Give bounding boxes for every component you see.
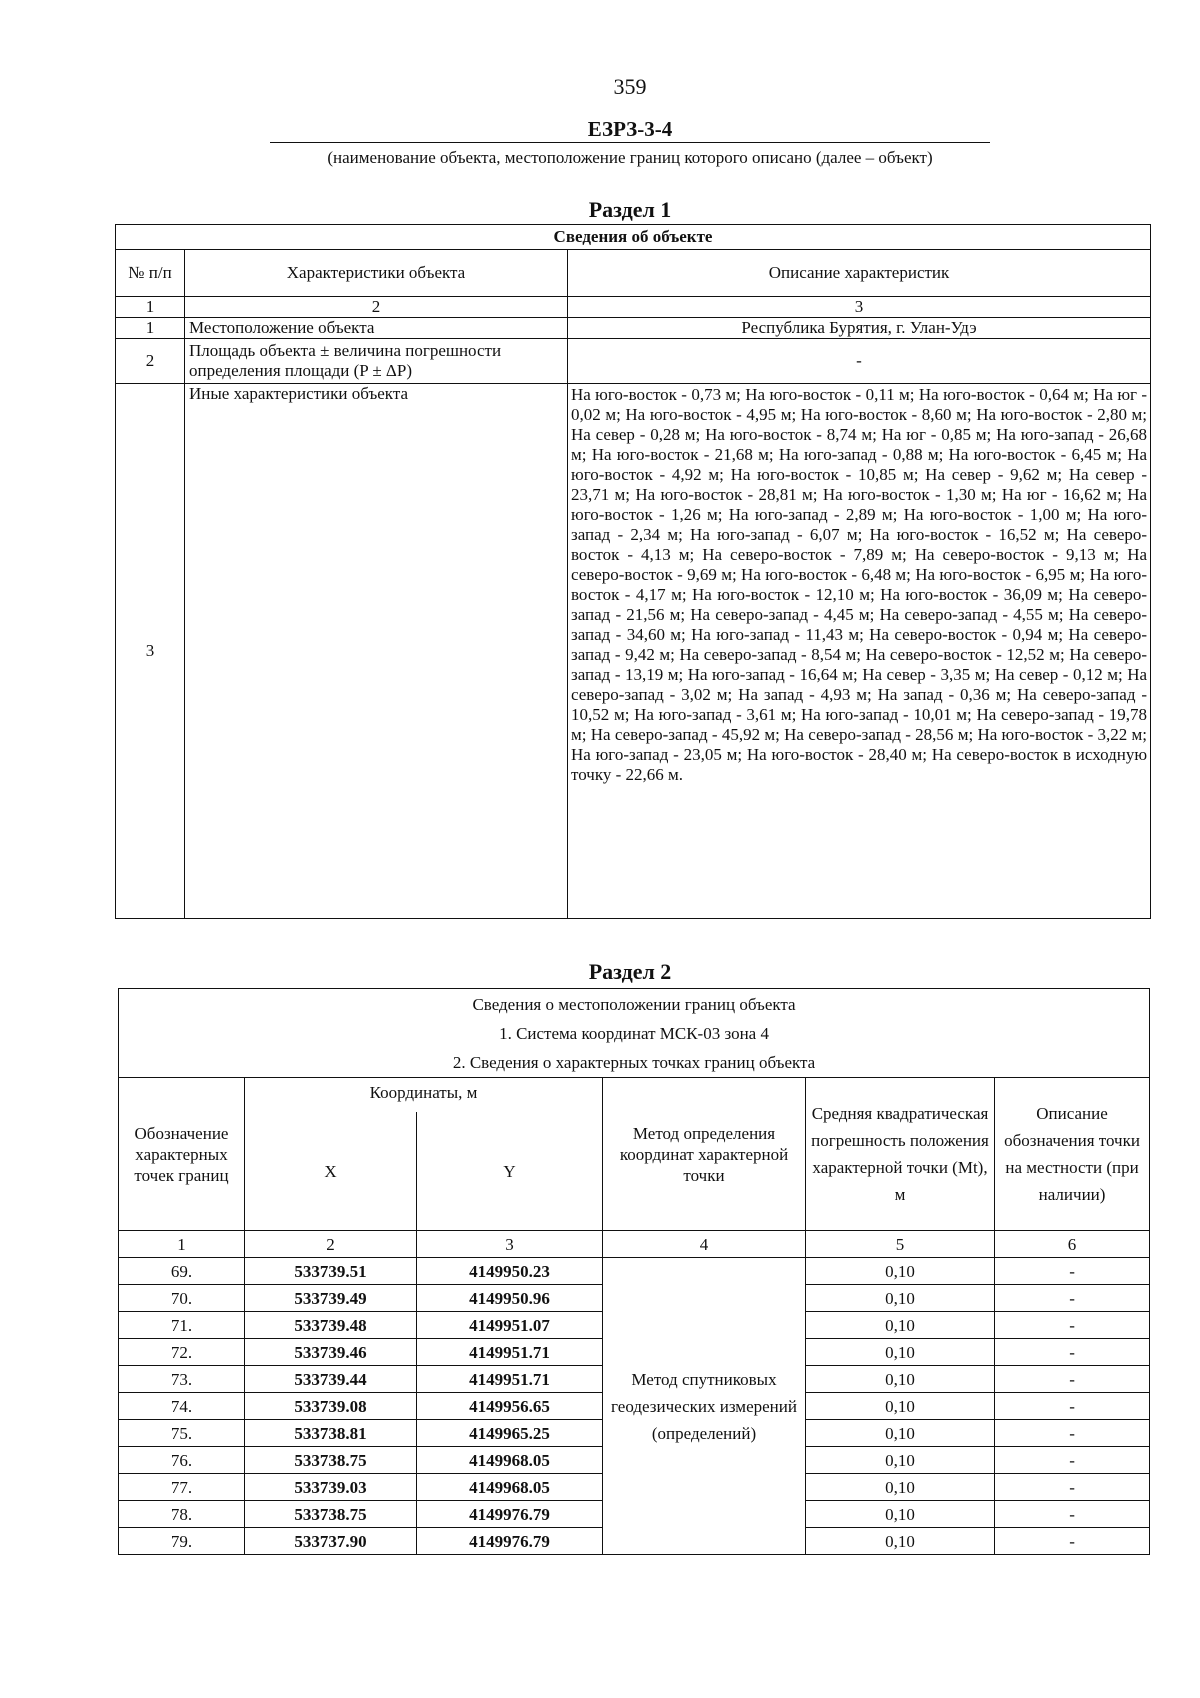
- point-desc: -: [995, 1312, 1150, 1339]
- col-number: 1: [116, 297, 185, 318]
- point-y: 4149956.65: [417, 1393, 603, 1420]
- point-y: 4149976.79: [417, 1528, 603, 1555]
- col-number: 3: [417, 1231, 603, 1258]
- point-y: 4149950.23: [417, 1258, 603, 1285]
- row-num: 3: [116, 384, 185, 919]
- point-desc: -: [995, 1393, 1150, 1420]
- method-cell: Метод спутниковых геодезических измерений (определений): [603, 1258, 806, 1555]
- point-id: 74.: [119, 1393, 245, 1420]
- point-y: 4149968.05: [417, 1447, 603, 1474]
- point-desc: -: [995, 1474, 1150, 1501]
- point-id: 71.: [119, 1312, 245, 1339]
- row-name: Местоположение объекта: [185, 318, 568, 339]
- section2-header-line1: Сведения о местоположении границ объекта: [472, 994, 796, 1014]
- col-number: 2: [245, 1231, 417, 1258]
- point-mt: 0,10: [806, 1285, 995, 1312]
- point-mt: 0,10: [806, 1528, 995, 1555]
- section2-header-line3: 2. Сведения о характерных точках границ объекта: [452, 1052, 816, 1072]
- point-id: 77.: [119, 1474, 245, 1501]
- point-id: 75.: [119, 1420, 245, 1447]
- point-mt: 0,10: [806, 1501, 995, 1528]
- point-id: 72.: [119, 1339, 245, 1366]
- point-x: 533738.75: [245, 1501, 417, 1528]
- point-mt: 0,10: [806, 1312, 995, 1339]
- point-id: 79.: [119, 1528, 245, 1555]
- point-desc: -: [995, 1447, 1150, 1474]
- point-desc: -: [995, 1501, 1150, 1528]
- col-number: 1: [119, 1231, 245, 1258]
- header-x: X: [245, 1112, 417, 1231]
- table-row: [116, 339, 1151, 384]
- row-name: Площадь объекта ± величина погрешности определения площади (P ± ΔP): [185, 339, 568, 384]
- page-number: 359: [613, 74, 647, 99]
- point-x: 533739.48: [245, 1312, 417, 1339]
- point-x: 533737.90: [245, 1528, 417, 1555]
- header-y: Y: [417, 1112, 603, 1231]
- point-y: 4149976.79: [417, 1501, 603, 1528]
- row-num: 2: [116, 339, 185, 384]
- point-id: 70.: [119, 1285, 245, 1312]
- col-number: 5: [806, 1231, 995, 1258]
- point-id: 78.: [119, 1501, 245, 1528]
- point-x: 533739.03: [245, 1474, 417, 1501]
- point-desc: -: [995, 1285, 1150, 1312]
- point-y: 4149951.71: [417, 1339, 603, 1366]
- point-x: 533739.46: [245, 1339, 417, 1366]
- table-row: [119, 1258, 1150, 1285]
- row-desc-long: На юго-восток - 0,73 м; На юго-восток - 0,11 м; На юго-восток - 0,64 м; На юг - 0,02 м; На юго-восток - 4,95 м; На юго-восток - 8,60 м; На юго-восток - 2,80 м; На север - 0,28 м; На юго-восток - 8,74 м; На юг - 0,85 м; На юго-запад - 26,68 м; На юго-восток - 21,68 м; На юго-запад - 0,88 м; На юго-восток - 6,45 м; На юго-восток - 4,92 м; На юго-восток - 10,85 м; На север - 9,62 м; На север - 23,71 м; На юго-восток - 28,81 м; На юго-восток - 1,30 м; На юг - 16,62 м; На юго-восток - 1,26 м; На юго-запад - 2,89 м; На юго-восток - 1,00 м; На юго-запад - 2,34 м; На юго-запад - 6,07 м; На юго-восток - 16,52 м; На северо-восток - 4,13 м; На северо-восток - 7,89 м; На северо-восток - 9,13 м; На северо-восток - 9,69 м; На юго-восток - 6,48 м; На юго-восток - 6,95 м; На юго-восток - 4,17 м; На юго-восток - 12,10 м; На юго-восток - 36,09 м; На северо-запад - 21,56 м; На северо-запад - 4,45 м; На северо-запад - 4,55 м; На северо-запад - 34,60 м; На юго-запад - 11,43 м; На северо-восток - 0,94 м; На северо-запад - 9,42 м; На северо-запад - 8,54 м; На северо-восток - 12,52 м; На северо-запад - 13,19 м; На юго-запад - 16,64 м; На север - 3,35 м; На север - 0,12 м; На северо-запад - 3,02 м; На запад - 4,93 м; На запад - 0,36 м; На северо-запад - 10,52 м; На юго-запад - 3,61 м; На юго-запад - 10,01 м; На северо-запад - 19,78 м; На северо-запад - 45,92 м; На северо-запад - 28,56 м; На юго-восток - 3,22 м; На юго-запад - 23,05 м; На юго-восток - 28,40 м; На северо-восток в исходную точку - 22,66 м.: [568, 384, 1151, 919]
- row-name: Иные характеристики объекта: [185, 384, 568, 919]
- header-description: Описание характеристик: [568, 250, 1151, 297]
- point-id: 69.: [119, 1258, 245, 1285]
- point-x: 533739.49: [245, 1285, 417, 1312]
- point-mt: 0,10: [806, 1366, 995, 1393]
- section2-title: Раздел 2: [588, 959, 672, 984]
- col-number: 3: [568, 297, 1151, 318]
- point-y: 4149951.07: [417, 1312, 603, 1339]
- boundary-points-table: [118, 988, 1150, 1555]
- table-title: Сведения об объекте: [116, 225, 1151, 250]
- header-error: Средняя квадратическая погрешность положения характерной точки (Mt), м: [806, 1078, 995, 1231]
- point-desc: -: [995, 1420, 1150, 1447]
- section2-header-line2: 1. Система координат МСК-03 зона 4: [499, 1023, 769, 1043]
- point-y: 4149968.05: [417, 1474, 603, 1501]
- header-point: Обозначение характерных точек границ: [119, 1078, 245, 1231]
- header-description: Описание обозначения точки на местности (при наличии): [995, 1078, 1150, 1231]
- point-mt: 0,10: [806, 1447, 995, 1474]
- col-number: 6: [995, 1231, 1150, 1258]
- object-info-table: [115, 224, 1151, 919]
- point-y: 4149965.25: [417, 1420, 603, 1447]
- col-number: 4: [603, 1231, 806, 1258]
- point-desc: -: [995, 1528, 1150, 1555]
- row-desc: Республика Бурятия, г. Улан-Удэ: [568, 318, 1151, 339]
- point-id: 73.: [119, 1366, 245, 1393]
- point-mt: 0,10: [806, 1339, 995, 1366]
- point-mt: 0,10: [806, 1393, 995, 1420]
- header-coords: Координаты, м: [245, 1078, 603, 1113]
- point-x: 533739.44: [245, 1366, 417, 1393]
- point-id: 76.: [119, 1447, 245, 1474]
- point-x: 533739.51: [245, 1258, 417, 1285]
- header-method: Метод определения координат характерной точки: [603, 1078, 806, 1231]
- point-desc: -: [995, 1258, 1150, 1285]
- object-code: ЕЗРЗ-3-4: [270, 116, 990, 143]
- point-y: 4149950.96: [417, 1285, 603, 1312]
- object-caption: (наименование объекта, местоположение границ которого описано (далее – объект): [327, 148, 933, 167]
- point-mt: 0,10: [806, 1474, 995, 1501]
- header-characteristic: Характеристики объекта: [185, 250, 568, 297]
- point-desc: -: [995, 1366, 1150, 1393]
- col-number: 2: [185, 297, 568, 318]
- table-row: [116, 318, 1151, 339]
- section1-title: Раздел 1: [588, 197, 672, 222]
- point-x: 533738.75: [245, 1447, 417, 1474]
- row-num: 1: [116, 318, 185, 339]
- point-x: 533738.81: [245, 1420, 417, 1447]
- row-desc: -: [568, 339, 1151, 384]
- point-mt: 0,10: [806, 1258, 995, 1285]
- point-y: 4149951.71: [417, 1366, 603, 1393]
- header-num: № п/п: [116, 250, 185, 297]
- point-x: 533739.08: [245, 1393, 417, 1420]
- table-row: [116, 384, 1151, 919]
- section2-header: [119, 989, 1150, 1078]
- point-mt: 0,10: [806, 1420, 995, 1447]
- point-desc: -: [995, 1339, 1150, 1366]
